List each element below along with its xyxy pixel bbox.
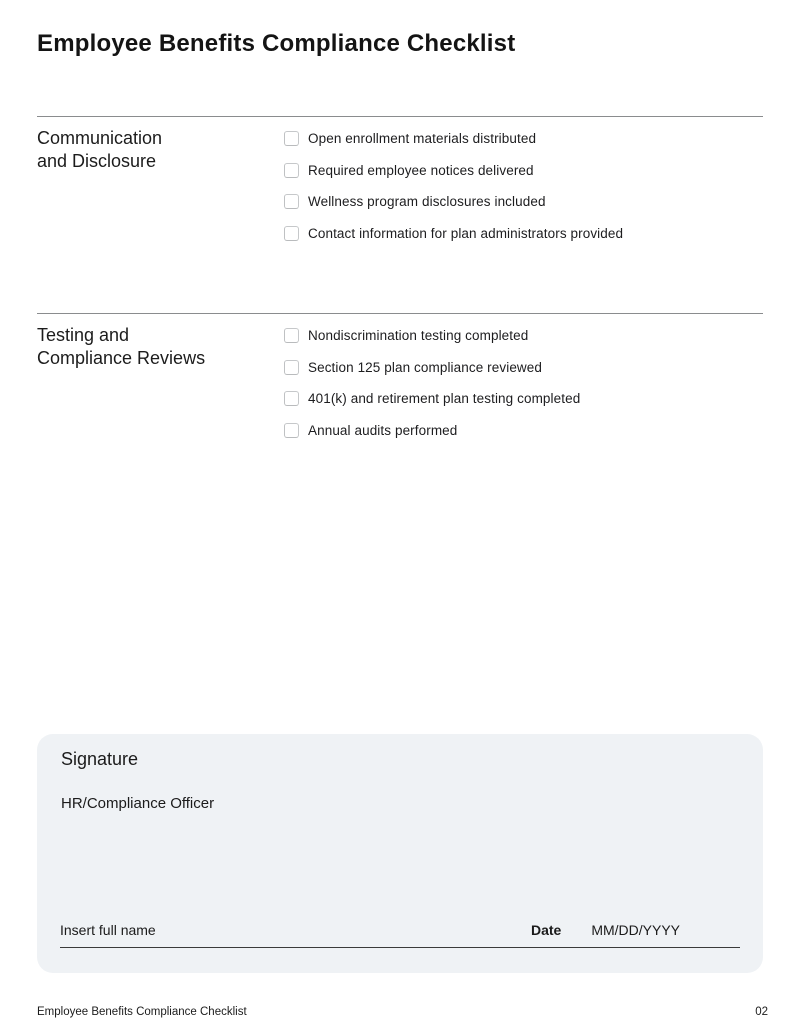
section-heading [37,117,284,313]
checklist-item [284,352,763,384]
checkbox-unchecked[interactable] [284,226,299,241]
checkbox-unchecked[interactable] [284,391,299,406]
section-communication-and-disclosure [37,116,763,313]
checkbox-unchecked[interactable] [284,194,299,209]
section-heading [37,314,284,513]
section-testing-and-compliance-reviews [37,313,763,513]
checklist-item [284,320,763,352]
checkbox-unchecked[interactable] [284,360,299,375]
checklist-item-label: Nondiscrimination testing completed [308,328,529,344]
checkbox-unchecked[interactable] [284,328,299,343]
checklist-item-label: Open enrollment materials distributed [308,131,537,147]
checklist [284,314,763,513]
signature-line [60,922,740,948]
checklist-item-label: 401(k) and retirement plan testing completed [308,391,581,407]
section-heading-line2: and Disclosure [37,151,157,171]
checklist-item [284,383,763,415]
checklist-item [284,123,763,155]
checklist-item [284,218,763,250]
footer-page-number: 02 [755,1006,768,1018]
checklist-item-label: Annual audits performed [308,422,458,438]
date-field[interactable]: MM/DD/YYYY [591,922,680,938]
checklist-item [284,155,763,187]
checkbox-unchecked[interactable] [284,423,299,438]
section-heading-line1: Communication [37,128,163,148]
signature-card [37,734,763,973]
checklist-item-label: Required employee notices delivered [308,162,534,178]
checklist-item-label: Contact information for plan administrators provided [308,225,624,241]
section-heading-line1: Testing and [37,325,130,345]
checklist-item [284,415,763,447]
footer-document-title: Employee Benefits Compliance Checklist [37,1006,247,1018]
date-label: Date [530,922,562,938]
checklist-item-label: Wellness program disclosures included [308,194,546,210]
page-title: Employee Benefits Compliance Checklist [37,30,516,57]
signature-role: HR/Compliance Officer [61,795,215,812]
checkbox-unchecked[interactable] [284,131,299,146]
signature-name-field[interactable]: Insert full name [60,922,156,938]
checklist-item-label: Section 125 plan compliance reviewed [308,359,542,375]
checkbox-unchecked[interactable] [284,163,299,178]
checklist-item [284,186,763,218]
signature-heading: Signature [61,749,139,769]
checklist [284,117,763,313]
section-heading-line2: Compliance Reviews [37,348,206,368]
